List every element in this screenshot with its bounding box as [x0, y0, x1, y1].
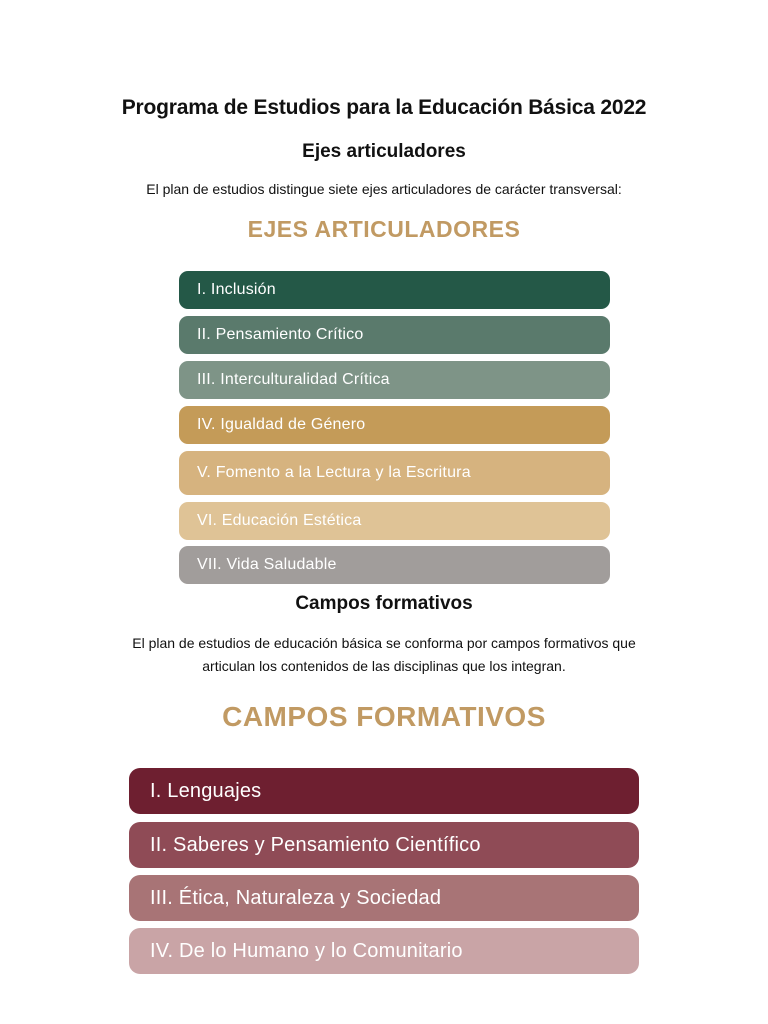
- campos-banner: CAMPOS FORMATIVOS: [222, 701, 546, 732]
- campo-item-2: [129, 822, 639, 868]
- eje-item-label: V. Fomento a la Lectura y la Escritura: [197, 464, 471, 481]
- campo-item-label: IV. De lo Humano y lo Comunitario: [150, 939, 463, 962]
- campos-intro-text: [0, 632, 768, 678]
- campos-intro-line-2: articulan los contenidos de las disciplinas que los integran.: [202, 658, 566, 674]
- campo-item-4: [129, 928, 639, 974]
- eje-item-1: [179, 271, 610, 309]
- eje-item-3: [179, 361, 610, 399]
- eje-item-6: [179, 502, 610, 540]
- campo-item-label: II. Saberes y Pensamiento Científico: [150, 833, 481, 856]
- eje-item-4: [179, 406, 610, 444]
- eje-item-label: VII. Vida Saludable: [197, 556, 337, 573]
- eje-item-2: [179, 316, 610, 354]
- campo-item-label: III. Ética, Naturaleza y Sociedad: [150, 886, 442, 909]
- campo-item-3: [129, 875, 639, 921]
- campo-item-label: I. Lenguajes: [150, 779, 262, 802]
- campos-intro-line-1: El plan de estudios de educación básica se conforma por campos formativos que: [132, 635, 636, 651]
- ejes-intro-text: El plan de estudios distingue siete ejes articuladores de carácter transversal:: [146, 181, 622, 197]
- eje-item-label: III. Interculturalidad Crítica: [197, 371, 390, 388]
- eje-item-label: IV. Igualdad de Género: [197, 416, 366, 433]
- eje-item-5: [179, 451, 610, 495]
- campos-heading: Campos formativos: [295, 593, 473, 614]
- eje-item-label: I. Inclusión: [197, 281, 276, 298]
- campo-item-1: [129, 768, 639, 814]
- eje-item-label: II. Pensamiento Crítico: [197, 326, 364, 343]
- ejes-heading: Ejes articuladores: [302, 141, 466, 162]
- ejes-banner: EJES ARTICULADORES: [247, 216, 521, 242]
- eje-item-label: VI. Educación Estética: [197, 512, 362, 529]
- eje-item-7: [179, 546, 610, 584]
- page-title: Programa de Estudios para la Educación Básica 2022: [121, 96, 647, 119]
